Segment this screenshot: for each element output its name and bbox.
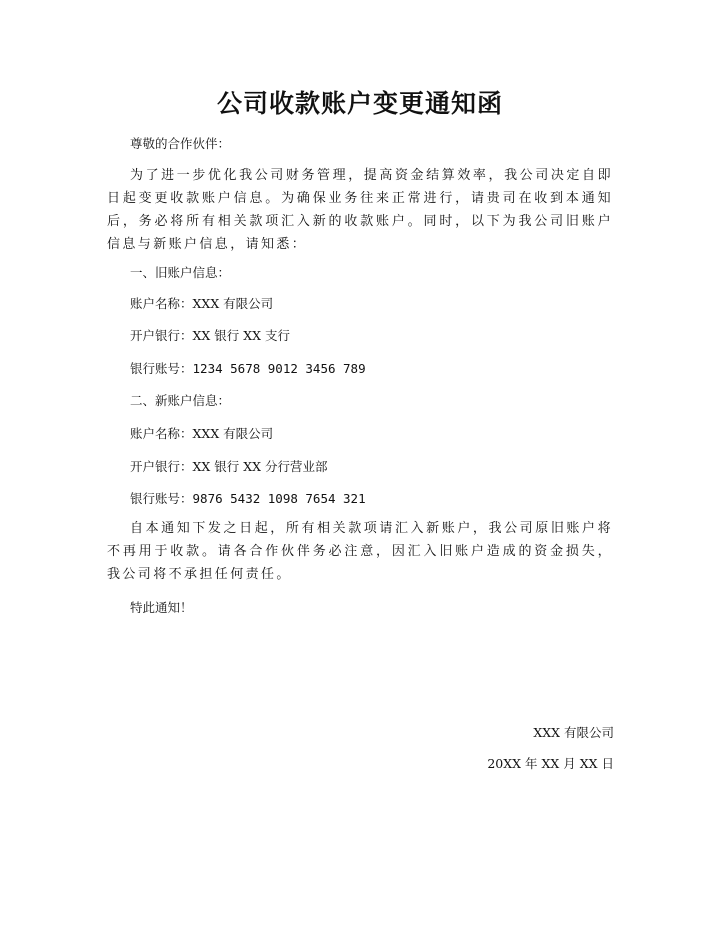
new-account-name — [130, 424, 273, 442]
old-account-name — [130, 294, 273, 312]
value: XX 银行 XX 支行 — [192, 328, 291, 343]
old-account-heading: 一、旧账户信息： — [130, 265, 231, 280]
value: XXX 有限公司 — [192, 426, 274, 441]
label: 银行账号： — [130, 491, 193, 506]
signature-company: XXX 有限公司 — [533, 725, 614, 740]
signature-date: 20XX 年 XX 月 XX 日 — [487, 756, 614, 771]
new-account-bank — [130, 457, 328, 475]
greeting: 尊敬的合作伙伴： — [130, 136, 231, 151]
value: 1234 5678 9012 3456 789 — [192, 361, 366, 376]
new-account-number — [130, 489, 366, 507]
label: 账户名称： — [130, 296, 193, 311]
value: XX 银行 XX 分行营业部 — [192, 459, 328, 474]
intro-paragraph: 为了进一步优化我公司财务管理，提高资金结算效率，我公司决定自即日起变更收款账户信息。为确保业务往来正常进行，请贵司在收到本通知后，务必将所有相关款项汇入新的收款账户。同时，以下为我公司旧账户信息与新账户信息，请知悉： — [107, 168, 613, 252]
closing: 特此通知！ — [130, 600, 193, 615]
value: XXX 有限公司 — [192, 296, 274, 311]
label: 银行账号： — [130, 361, 193, 376]
new-account-heading: 二、新账户信息： — [130, 393, 231, 408]
old-account-number — [130, 359, 366, 377]
old-account-bank — [130, 326, 290, 344]
notice-paragraph: 自本通知下发之日起，所有相关款项请汇入新账户，我公司原旧账户将不再用于收款。请各合作伙伴务必注意，因汇入旧账户造成的资金损失，我公司将不承担任何责任。 — [107, 521, 613, 582]
label: 开户银行： — [130, 328, 193, 343]
document-title: 公司收款账户变更通知函 — [216, 89, 503, 118]
label: 开户银行： — [130, 459, 193, 474]
label: 账户名称： — [130, 426, 193, 441]
value: 9876 5432 1098 7654 321 — [192, 491, 366, 506]
